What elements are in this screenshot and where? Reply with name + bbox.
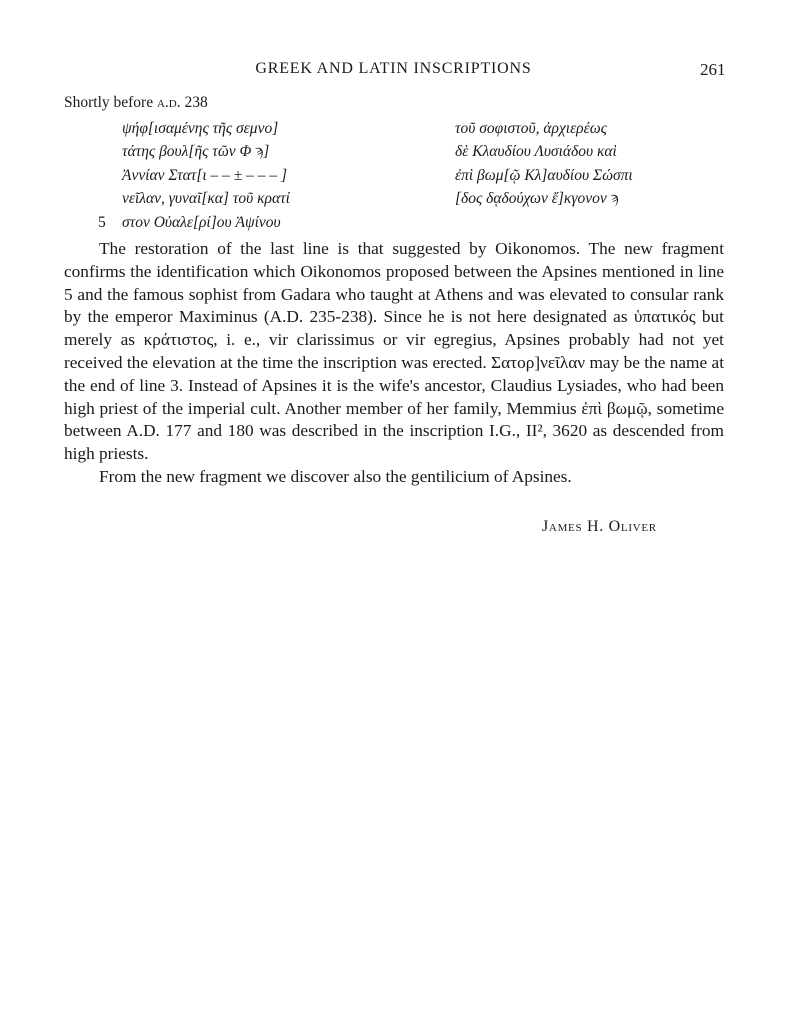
inscription-line-7: δὲ Κλαυδίου Λυσιάδου καὶ <box>455 143 617 161</box>
commentary <box>64 238 724 489</box>
inscription-line-9: [δος δᾳδούχων ἔ]κγονον ϡ <box>455 190 619 208</box>
running-title: GREEK AND LATIN INSCRIPTIONS <box>255 60 532 77</box>
dateline-prefix: Shortly before <box>64 94 157 111</box>
inscription-line-1: ψήφ[ισαμένης τῆς σεμνο] <box>122 120 279 137</box>
paragraph-2: From the new fragment we discover also the gentilicium of Apsines. <box>99 466 572 486</box>
inscription-line-4: νεῖλαν, γυναῖ[κα] τοῦ κρατί <box>122 190 290 208</box>
inscription-line-6: τοῦ σοφιστοῦ, ἀρχιερέως <box>455 120 607 137</box>
inscription-line-5: στον Οὐαλε[ρί]ου Ἀψίνου <box>122 213 281 231</box>
dateline <box>64 94 208 112</box>
paragraph-1: The restoration of the last line is that suggested by Oikonomos. The new fragment confirms the identification which Oikonomos proposed between the Apsines mentioned in line 5 and the famous sophist from Gadara who taught at Athens and was elevated to consular rank by the emperor Maximinus (A.D. 235-238). Since he is not here designated as ὑπατικός but merely as κράτιστος, i. e., vir clarissimus or vir egregius, Apsines probably had not yet received the elevation at the time the inscription was erected. Σατορ]νεῖλαν may be the name at the end of line 3. Instead of Apsines it is the wife's ancestor, Claudius Lysiades, who had been high priest of the imperial cult. Another member of her family, Memmius ἐπὶ βωμῷ, sometime between A.D. 177 and 180 was described in the inscription I.G., II², 3620 as descended from high priests. <box>64 239 724 464</box>
line-number-5: 5 <box>98 213 106 231</box>
dateline-year: 238 <box>180 94 208 111</box>
inscription-line-3: Ἀννίαν Στατ[ι – – ± – – – ] <box>122 166 288 184</box>
dateline-era: a.d. <box>156 94 181 111</box>
author-signature: James H. Oliver <box>542 518 657 535</box>
inscription-line-8: ἐπὶ βωμ[ῷ Κλ]αυδίου Σώσπι <box>455 166 633 184</box>
page-number: 261 <box>700 60 726 79</box>
inscription-line-2: τάτης βουλ[ῆς τῶν Φ ϡ] <box>122 143 270 161</box>
